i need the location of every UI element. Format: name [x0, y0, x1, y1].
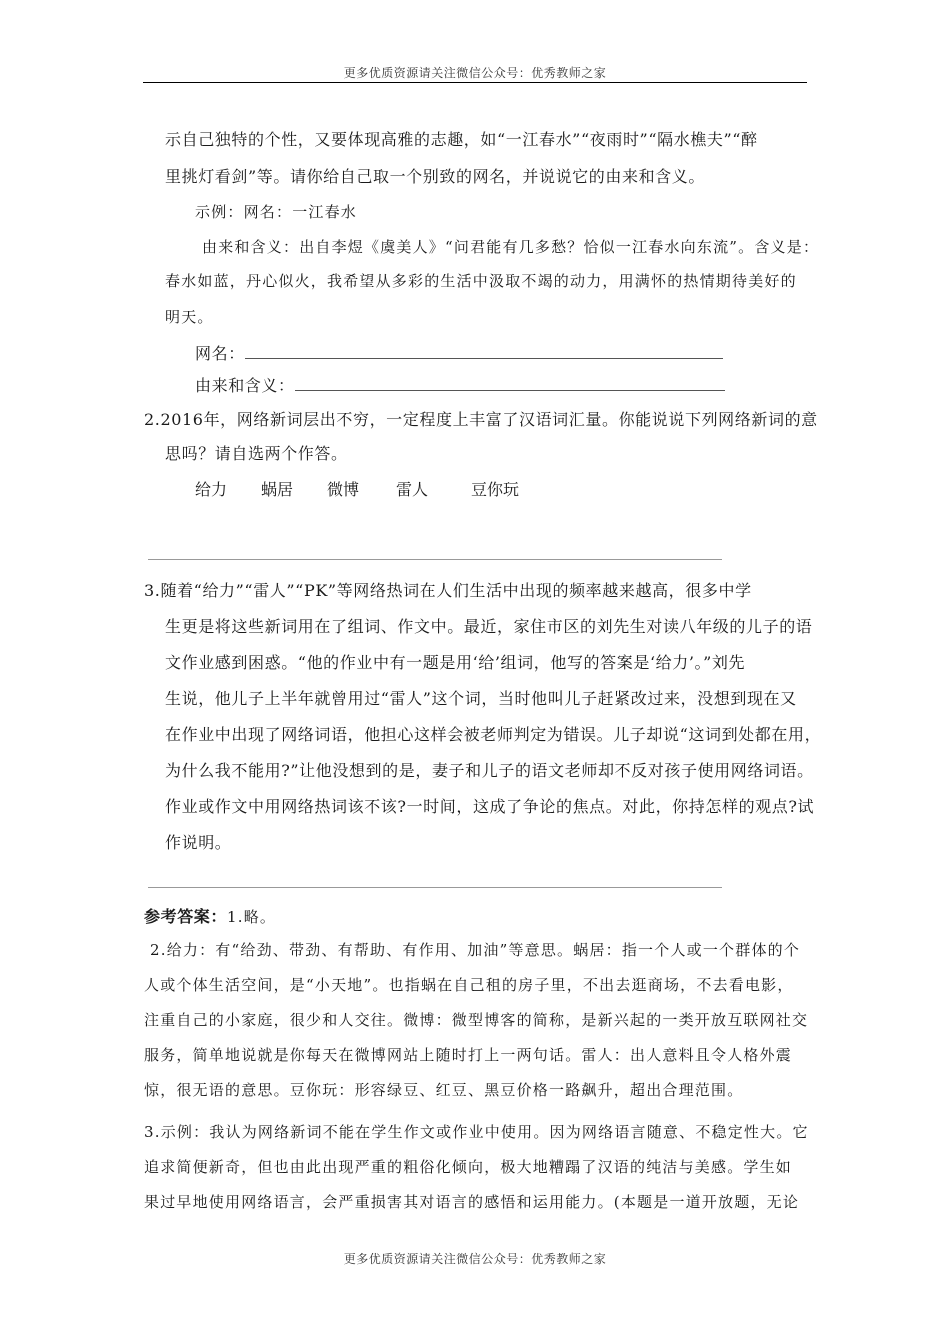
q3-line-6: 为什么我不能用?”让他没想到的是，妻子和儿子的语文老师却不反对孩子使用网络词语。 [165, 761, 814, 780]
answer-title: 参考答案： [144, 907, 228, 926]
answer-2-line-2: 人或个体生活空间，是“小天地”。也指蜗在自己租的房子里，不出去逛商场，不去看电影， [144, 976, 794, 994]
q1-example-line-1: 由来和含义：出自李煜《虞美人》“问君能有几多愁？恰似一江春水向东流”。含义是： [202, 238, 820, 256]
q3-line-8: 作说明。 [165, 833, 232, 852]
q3-line-3: 文作业感到困惑。“他的作业中有一题是用‘给’组词，他写的答案是‘给力’。”刘先 [165, 653, 746, 672]
q2-word-leiren: 雷人 [396, 480, 429, 499]
q2-word-weibo: 微博 [327, 480, 360, 499]
answer-header [144, 904, 276, 927]
q2-line-2: 思吗？请自选两个作答。 [165, 444, 348, 463]
q1-line-1: 示自己独特的个性，又要体现高雅的志趣，如“一江春水”“夜雨时”“隔水樵夫”“醉 [165, 130, 758, 149]
answer-3-line-3: 果过早地使用网络语言，会严重损害其对语言的感悟和运用能力。(本题是一道开放题，无论 [144, 1193, 800, 1211]
page-footer: 更多优质资源请关注微信公众号：优秀教师之家 [343, 1252, 607, 1266]
q2-word-douniwan: 豆你玩 [471, 480, 520, 499]
q3-line-7: 作业或作文中用网络热词该不该?一时间，这成了争论的焦点。对此，你持怎样的观点?试 [165, 797, 815, 816]
answer-2-line-4: 服务，简单地说就是你每天在微博网站上随时打上一两句话。雷人：出人意料且令人格外震 [144, 1046, 793, 1064]
q1-example-line-3: 明天。 [165, 308, 214, 326]
q1-origin-field[interactable] [195, 373, 725, 396]
q1-name-label: 网名： [195, 344, 245, 363]
q1-line-2: 里挑灯看剑”等。请你给自己取一个别致的网名，并说说它的由来和含义。 [165, 167, 705, 186]
q3-line-2: 生更是将这些新词用在了组词、作文中。最近，家住市区的刘先生对读八年级的儿子的语 [165, 617, 813, 636]
answer-3-line-2: 追求简便新奇，但也由此出现严重的粗俗化倾向，极大地糟蹋了汉语的纯洁与美感。学生如 [144, 1158, 793, 1176]
page-header: 更多优质资源请关注微信公众号：优秀教师之家 [343, 66, 607, 80]
q3-line-5: 在作业中出现了网络词语，他担心这样会被老师判定为错误。儿子却说“这词到处都在用， [165, 725, 822, 744]
answer-2-line-1: 2.给力：有“给劲、带劲、有帮助、有作用、加油”等意思。蜗居：指一个人或一个群体的个 [150, 941, 801, 959]
q1-origin-blank[interactable] [295, 376, 725, 391]
q1-example-line-2: 春水如蓝，丹心似火，我希望从多彩的生活中汲取不竭的动力，用满怀的热情期待美好的 [165, 272, 797, 290]
q3-line-1: 3.随着“给力”“雷人”“PK”等网络热词在人们生活中出现的频率越来越高，很多中学 [144, 581, 752, 600]
q1-name-field[interactable] [195, 341, 723, 364]
q1-origin-label: 由来和含义： [195, 376, 295, 395]
q3-line-4: 生说，他儿子上半年就曾用过“雷人”这个词，当时他叫儿子赶紧改过来，没想到现在又 [165, 689, 797, 708]
q1-example-label: 示例：网名：一江春水 [195, 203, 358, 221]
q2-word-geili: 给力 [195, 480, 228, 499]
q2-answer-line[interactable] [148, 559, 722, 560]
answer-1: 1.略。 [227, 908, 277, 926]
q2-word-woju: 蜗居 [261, 480, 294, 499]
q1-name-blank[interactable] [245, 344, 723, 359]
q3-answer-line[interactable] [148, 887, 722, 888]
q2-line-1: 2.2016年，网络新词层出不穷，一定程度上丰富了汉语词汇量。你能说说下列网络新词的意 [144, 410, 818, 429]
answer-3-line-1: 3.示例：我认为网络新词不能在学生作文或作业中使用。因为网络语言随意、不稳定性大。它 [144, 1123, 809, 1141]
answer-2-line-3: 注重自己的小家庭，很少和人交往。微博：微型博客的简称，是新兴起的一类开放互联网社交 [144, 1011, 809, 1029]
header-rule [143, 82, 807, 83]
answer-2-line-5: 惊，很无语的意思。豆你玩：形容绿豆、红豆、黑豆价格一路飙升，超出合理范围。 [144, 1081, 744, 1099]
